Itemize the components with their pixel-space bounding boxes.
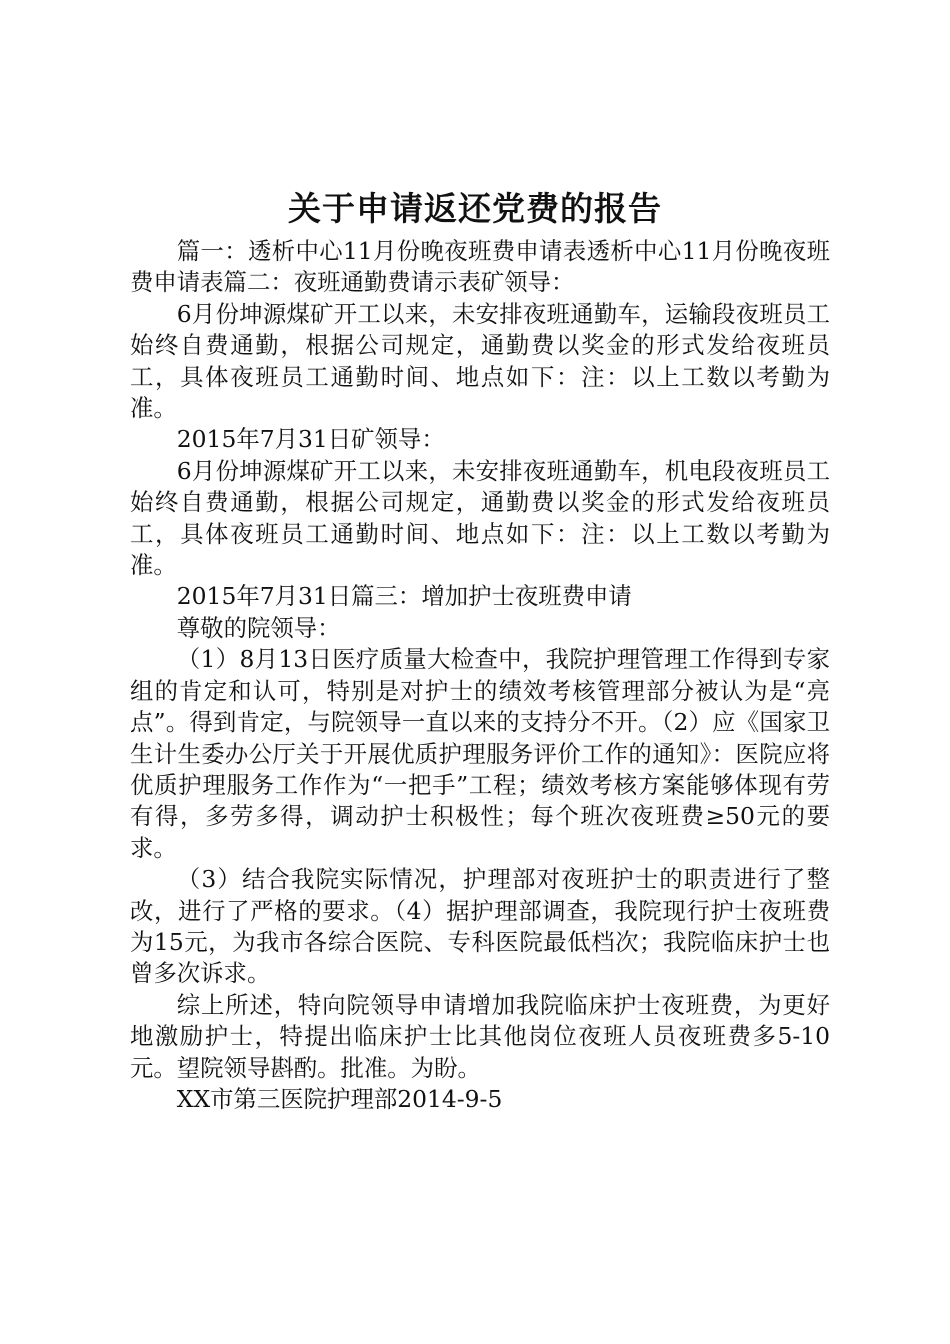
paragraph-date-1: 2015年7月31日矿领导： — [176, 425, 445, 454]
paragraph-transport-section: 6月份坤源煤矿开工以来，未安排夜班通勤车，运输段夜班员工始终自费通勤，根据公司规定，通勤费以奖金的形式发给夜班员工，具体夜班员工通勤时间、地点如下：注：以上工数以考勤为准。 — [130, 299, 830, 423]
paragraph-electro-section: 6月份坤源煤矿开工以来，未安排夜班通勤车，机电段夜班员工始终自费通勤，根据公司规定，通勤费以奖金的形式发给夜班员工，具体夜班员工通勤时间、地点如下：注：以上工数以考勤为准。 — [130, 456, 830, 580]
paragraph-salutation: 尊敬的院领导： — [176, 613, 341, 642]
document-body — [130, 236, 830, 1115]
paragraph-points-3-4: （3）结合我院实际情况，护理部对夜班护士的职责进行了整改，进行了严格的要求。（4）据护理部调查，我院现行护士夜班费为15元，为我市各综合医院、专科医院最低档次；我院临床护士也曾多次诉求。 — [130, 865, 830, 988]
paragraph-signature: XX市第三医院护理部2014-9-5 — [176, 1084, 503, 1113]
paragraph-points-1-2: （1）8月13日医疗质量大检查中，我院护理管理工作得到专家组的肯定和认可，特别是对护士的绩效考核管理部分被认为是“亮点”。得到肯定，与院领导一直以来的支持分不开。（2）应《国家卫生计生委办公厅关于开展优质护理服务评价工作的通知》：医院应将优质护理服务工作作为“一把手”工程；绩效考核方案能够体现有劳有得，多劳多得，调动护士积极性；每个班次夜班费≥50元的要求。 — [130, 645, 830, 862]
paragraph-intro: 篇一：透析中心11月份晚夜班费申请表透析中心11月份晚夜班费申请表篇二：夜班通勤费请示表矿领导： — [130, 237, 830, 297]
paragraph-conclusion: 综上所述，特向院领导申请增加我院临床护士夜班费，为更好地激励护士，特提出临床护士比其他岗位夜班人员夜班费多5-10元。望院领导斟酌。批准。为盼。 — [130, 990, 830, 1082]
paragraph-date-2: 2015年7月31日篇三：增加护士夜班费申请 — [176, 582, 632, 611]
document-title: 关于申请返还党费的报告 — [288, 189, 662, 228]
